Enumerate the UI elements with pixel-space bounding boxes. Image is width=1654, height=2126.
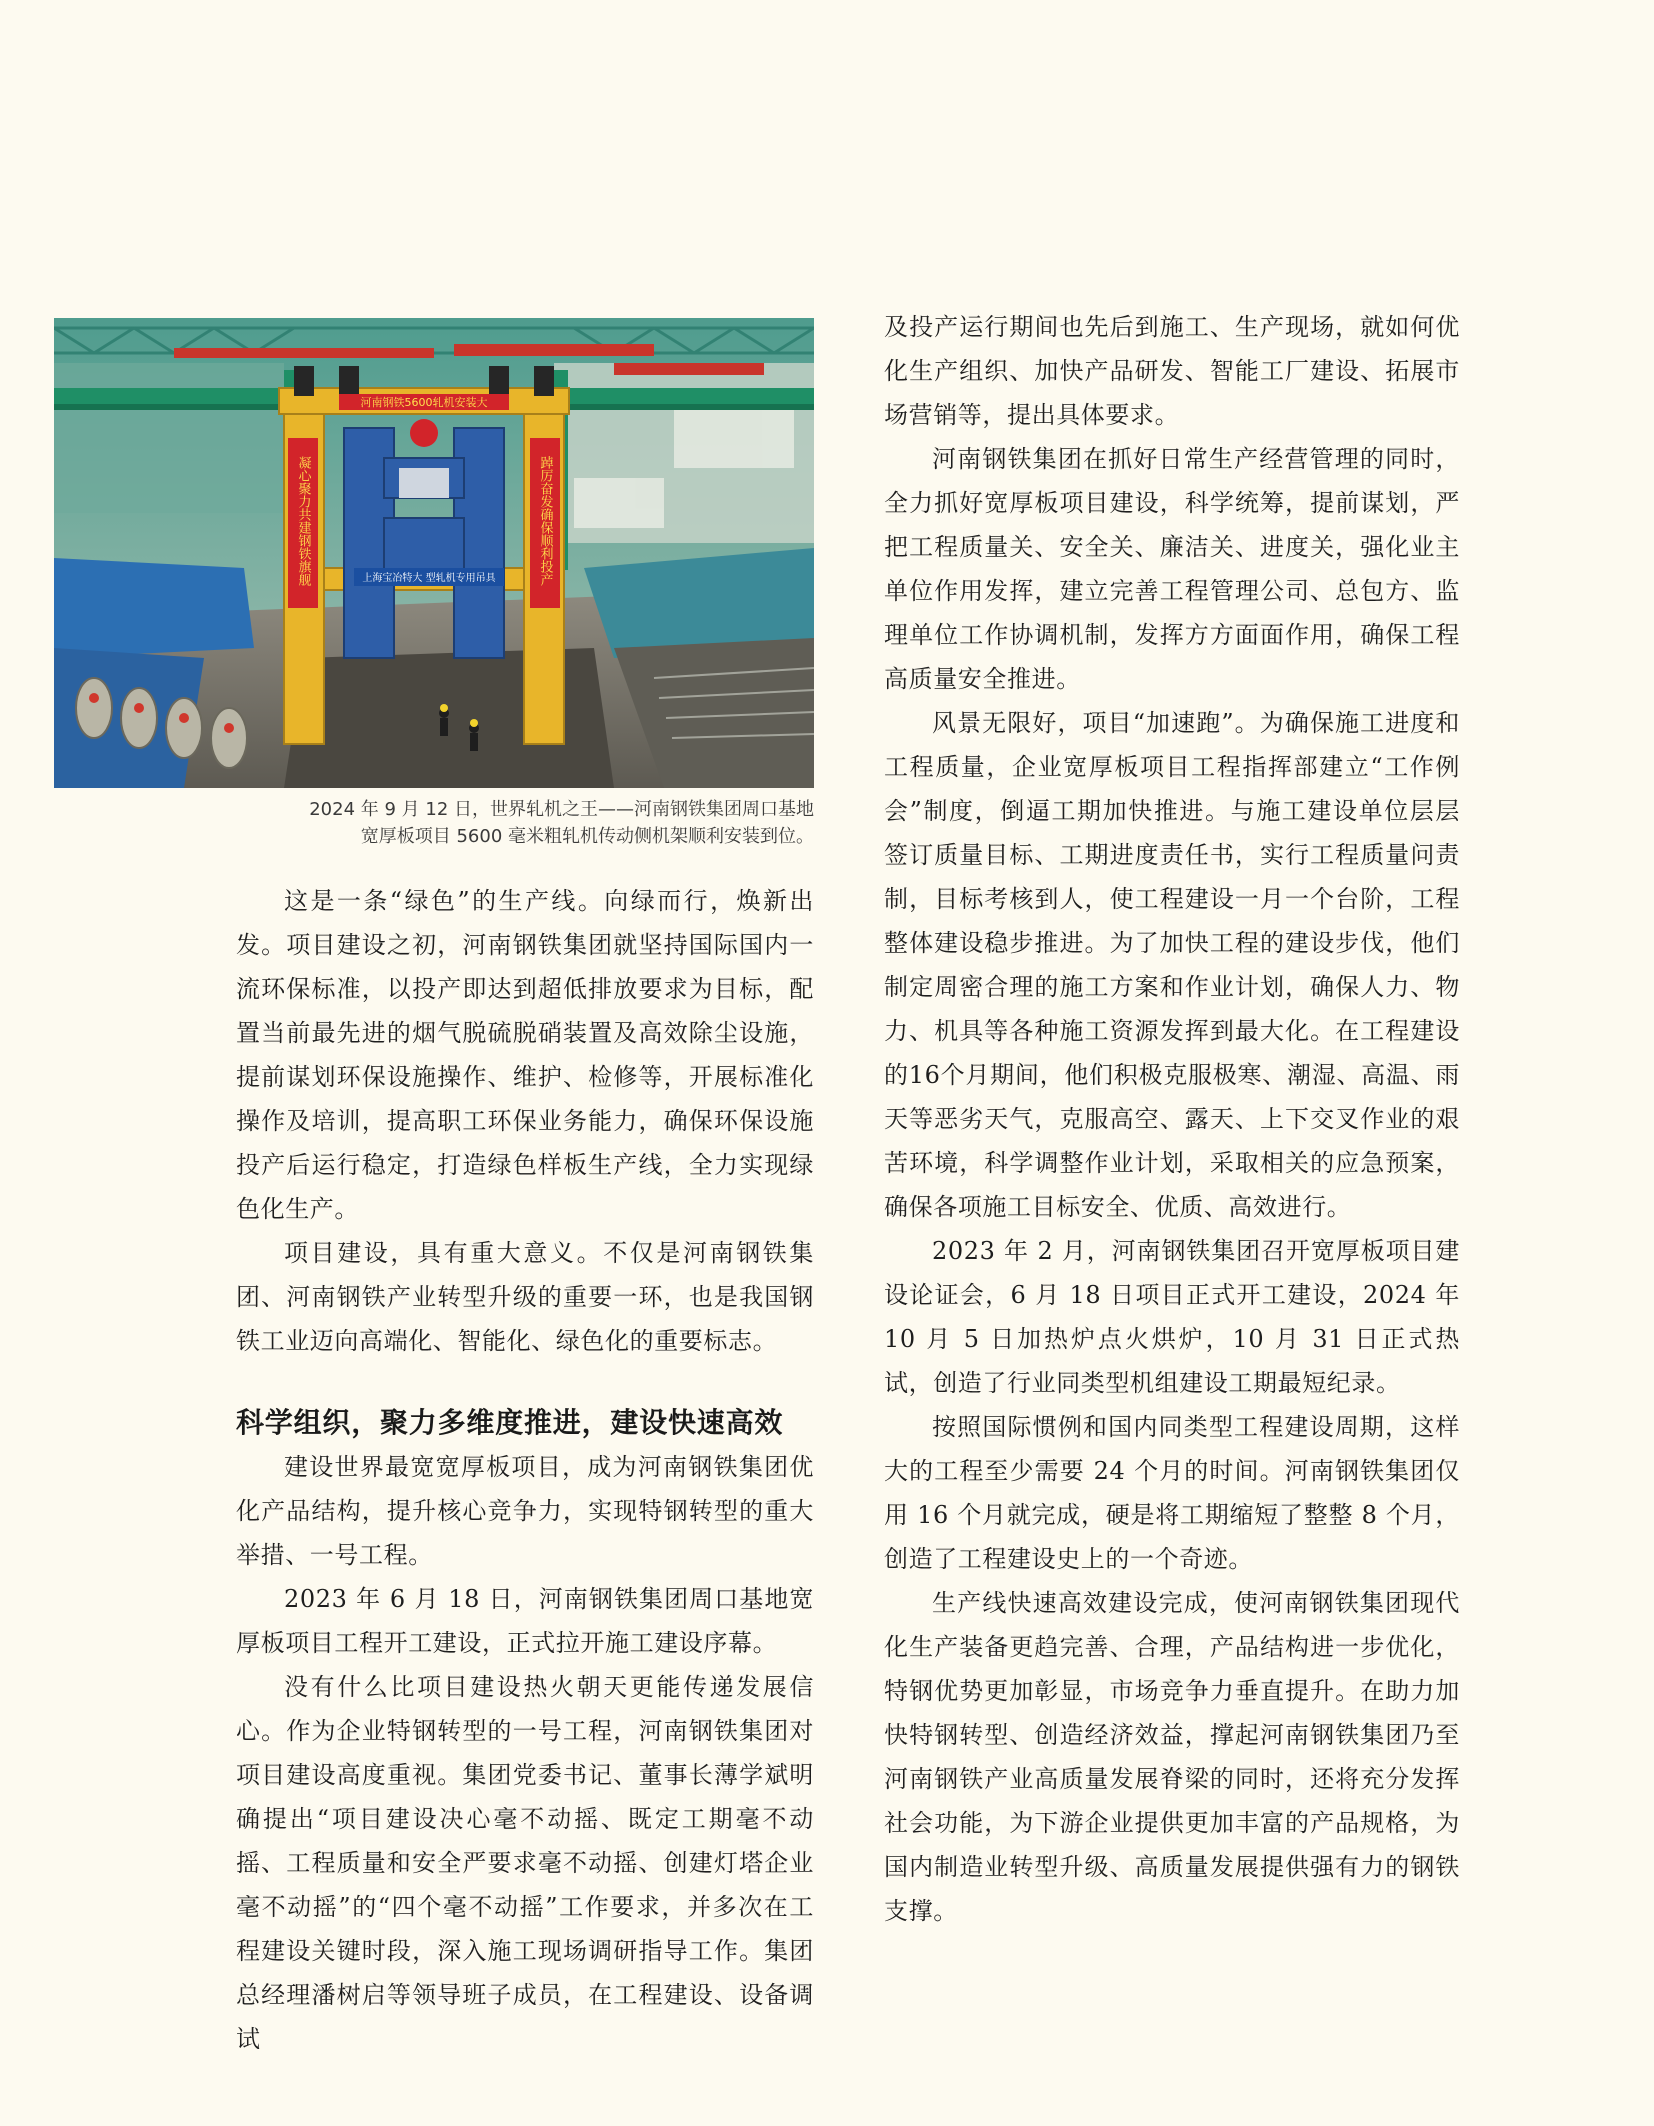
banner-top: 河南钢铁5600轧机安装大 [360, 396, 488, 409]
paragraph-outcome: 生产线快速高效建设完成，使河南钢铁集团现代化生产装备更趋完善、合理，产品结构进一步优化，特钢优势更加彰显，市场竞争力垂直提升。在助力加快特钢转型、创造经济效益，撑起河南钢铁集团乃至河南钢铁产业高质量发展脊梁的同时，还将充分发挥社会功能，为下游企业提供更加丰富的产品规格，为国内制造业转型升级、高质量发展提供强有力的钢铁支撑。 [884, 1589, 1460, 1925]
section-heading: 科学组织，聚力多维度推进，建设快速高效 [236, 1406, 784, 1439]
paragraph-construction-start: 2023 年 6 月 18 日，河南钢铁集团周口基地宽厚板项目工程开工建设，正式拉开施工建设序幕。 [236, 1585, 814, 1657]
banner-left: 凝心聚力共建钢铁旗舰 [295, 456, 311, 586]
paragraph-acceleration: 风景无限好，项目“加速跑”。为确保施工进度和工程质量，企业宽厚板项目工程指挥部建立“工作例会”制度，倒逼工期加快推进。与施工建设单位层层签订质量目标、工期进度责任书，实行工程质量问责制，目标考核到人，使工程建设一月一个台阶，工程整体建设稳步推进。为了加快工程的建设步伐，他们制定周密合理的施工方案和作业计划，确保人力、物力、机具等各种施工资源发挥到最大化。在工程建设的16个月期间，他们积极克服极寒、潮湿、高温、雨天等恶劣天气，克服高空、露天、上下交叉作业的艰苦环境，科学调整作业计划，采取相关的应急预案，确保各项施工目标安全、优质、高效进行。 [884, 709, 1460, 1221]
paragraph-widest-plate: 建设世界最宽宽厚板项目，成为河南钢铁集团优化产品结构，提升核心竞争力，实现特钢转型的重大举措、一号工程。 [236, 1453, 814, 1569]
paragraph-continuation: 及投产运行期间也先后到施工、生产现场，就如何优化生产组织、加快产品研发、智能工厂建设、拓展市场营销等，提出具体要求。 [884, 313, 1460, 429]
paragraph-quality-management: 河南钢铁集团在抓好日常生产经营管理的同时，全力抓好宽厚板项目建设，科学统筹，提前谋划，严把工程质量关、安全关、廉洁关、进度关，强化业主单位作用发挥，建立完善工程管理公司、总包方、监理单位工作协调机制，发挥方方面面作用，确保工程高质量安全推进。 [884, 445, 1460, 693]
paragraph-significance: 项目建设，具有重大意义。不仅是河南钢铁集团、河南钢铁产业转型升级的重要一环，也是我国钢铁工业迈向高端化、智能化、绿色化的重要标志。 [236, 1239, 814, 1355]
paragraph-leadership: 没有什么比项目建设热火朝天更能传递发展信心。作为企业特钢转型的一号工程，河南钢铁集团对项目建设高度重视。集团党委书记、董事长薄学斌明确提出“项目建设决心毫不动摇、既定工期毫不动摇、工程质量和安全严要求毫不动摇、创建灯塔企业毫不动摇”的“四个毫不动摇”工作要求，并多次在工程建设关键时段，深入施工现场调研指导工作。集团总经理潘树启等领导班子成员，在工程建设、设备调试 [236, 1673, 814, 2053]
paragraph-record: 按照国际惯例和国内同类型工程建设周期，这样大的工程至少需要 24 个月的时间。河南钢铁集团仅用 16 个月就完成，硬是将工期缩短了整整 8 个月，创造了工程建设史上的一个奇迹。 [884, 1413, 1460, 1573]
banner-lifting-tool: 上海宝冶特大 型轧机专用吊具 [362, 573, 496, 584]
rolling-mill-illustration [54, 318, 814, 788]
paragraph-green-line: 这是一条“绿色”的生产线。向绿而行，焕新出发。项目建设之初，河南钢铁集团就坚持国际国内一流环保标准，以投产即达到超低排放要求为目标，配置当前最先进的烟气脱硫脱硝装置及高效除尘设施，提前谋划环保设施操作、维护、检修等，开展标准化操作及培训，提高职工环保业务能力，确保环保设施投产后运行稳定，打造绿色样板生产线，全力实现绿色化生产。 [236, 887, 814, 1223]
left-column [236, 879, 814, 2061]
right-column [884, 305, 1460, 1933]
photo-caption: 2024 年 9 月 12 日，世界轧机之王——河南钢铁集团周口基地 宽厚板项目 5600 毫米粗轧机传动侧机架顺利安装到位。 [309, 799, 814, 847]
paragraph-timeline: 2023 年 2 月，河南钢铁集团召开宽厚板项目建设论证会，6 月 18 日项目正式开工建设，2024 年 10 月 5 日加热炉点火烘炉，10 月 31 日正式热试，创造了行业同类型机组建设工期最短纪录。 [884, 1237, 1460, 1397]
rolling-mill-photo [54, 318, 814, 788]
banner-right: 踔厉奋发确保顺利投产 [537, 456, 553, 586]
